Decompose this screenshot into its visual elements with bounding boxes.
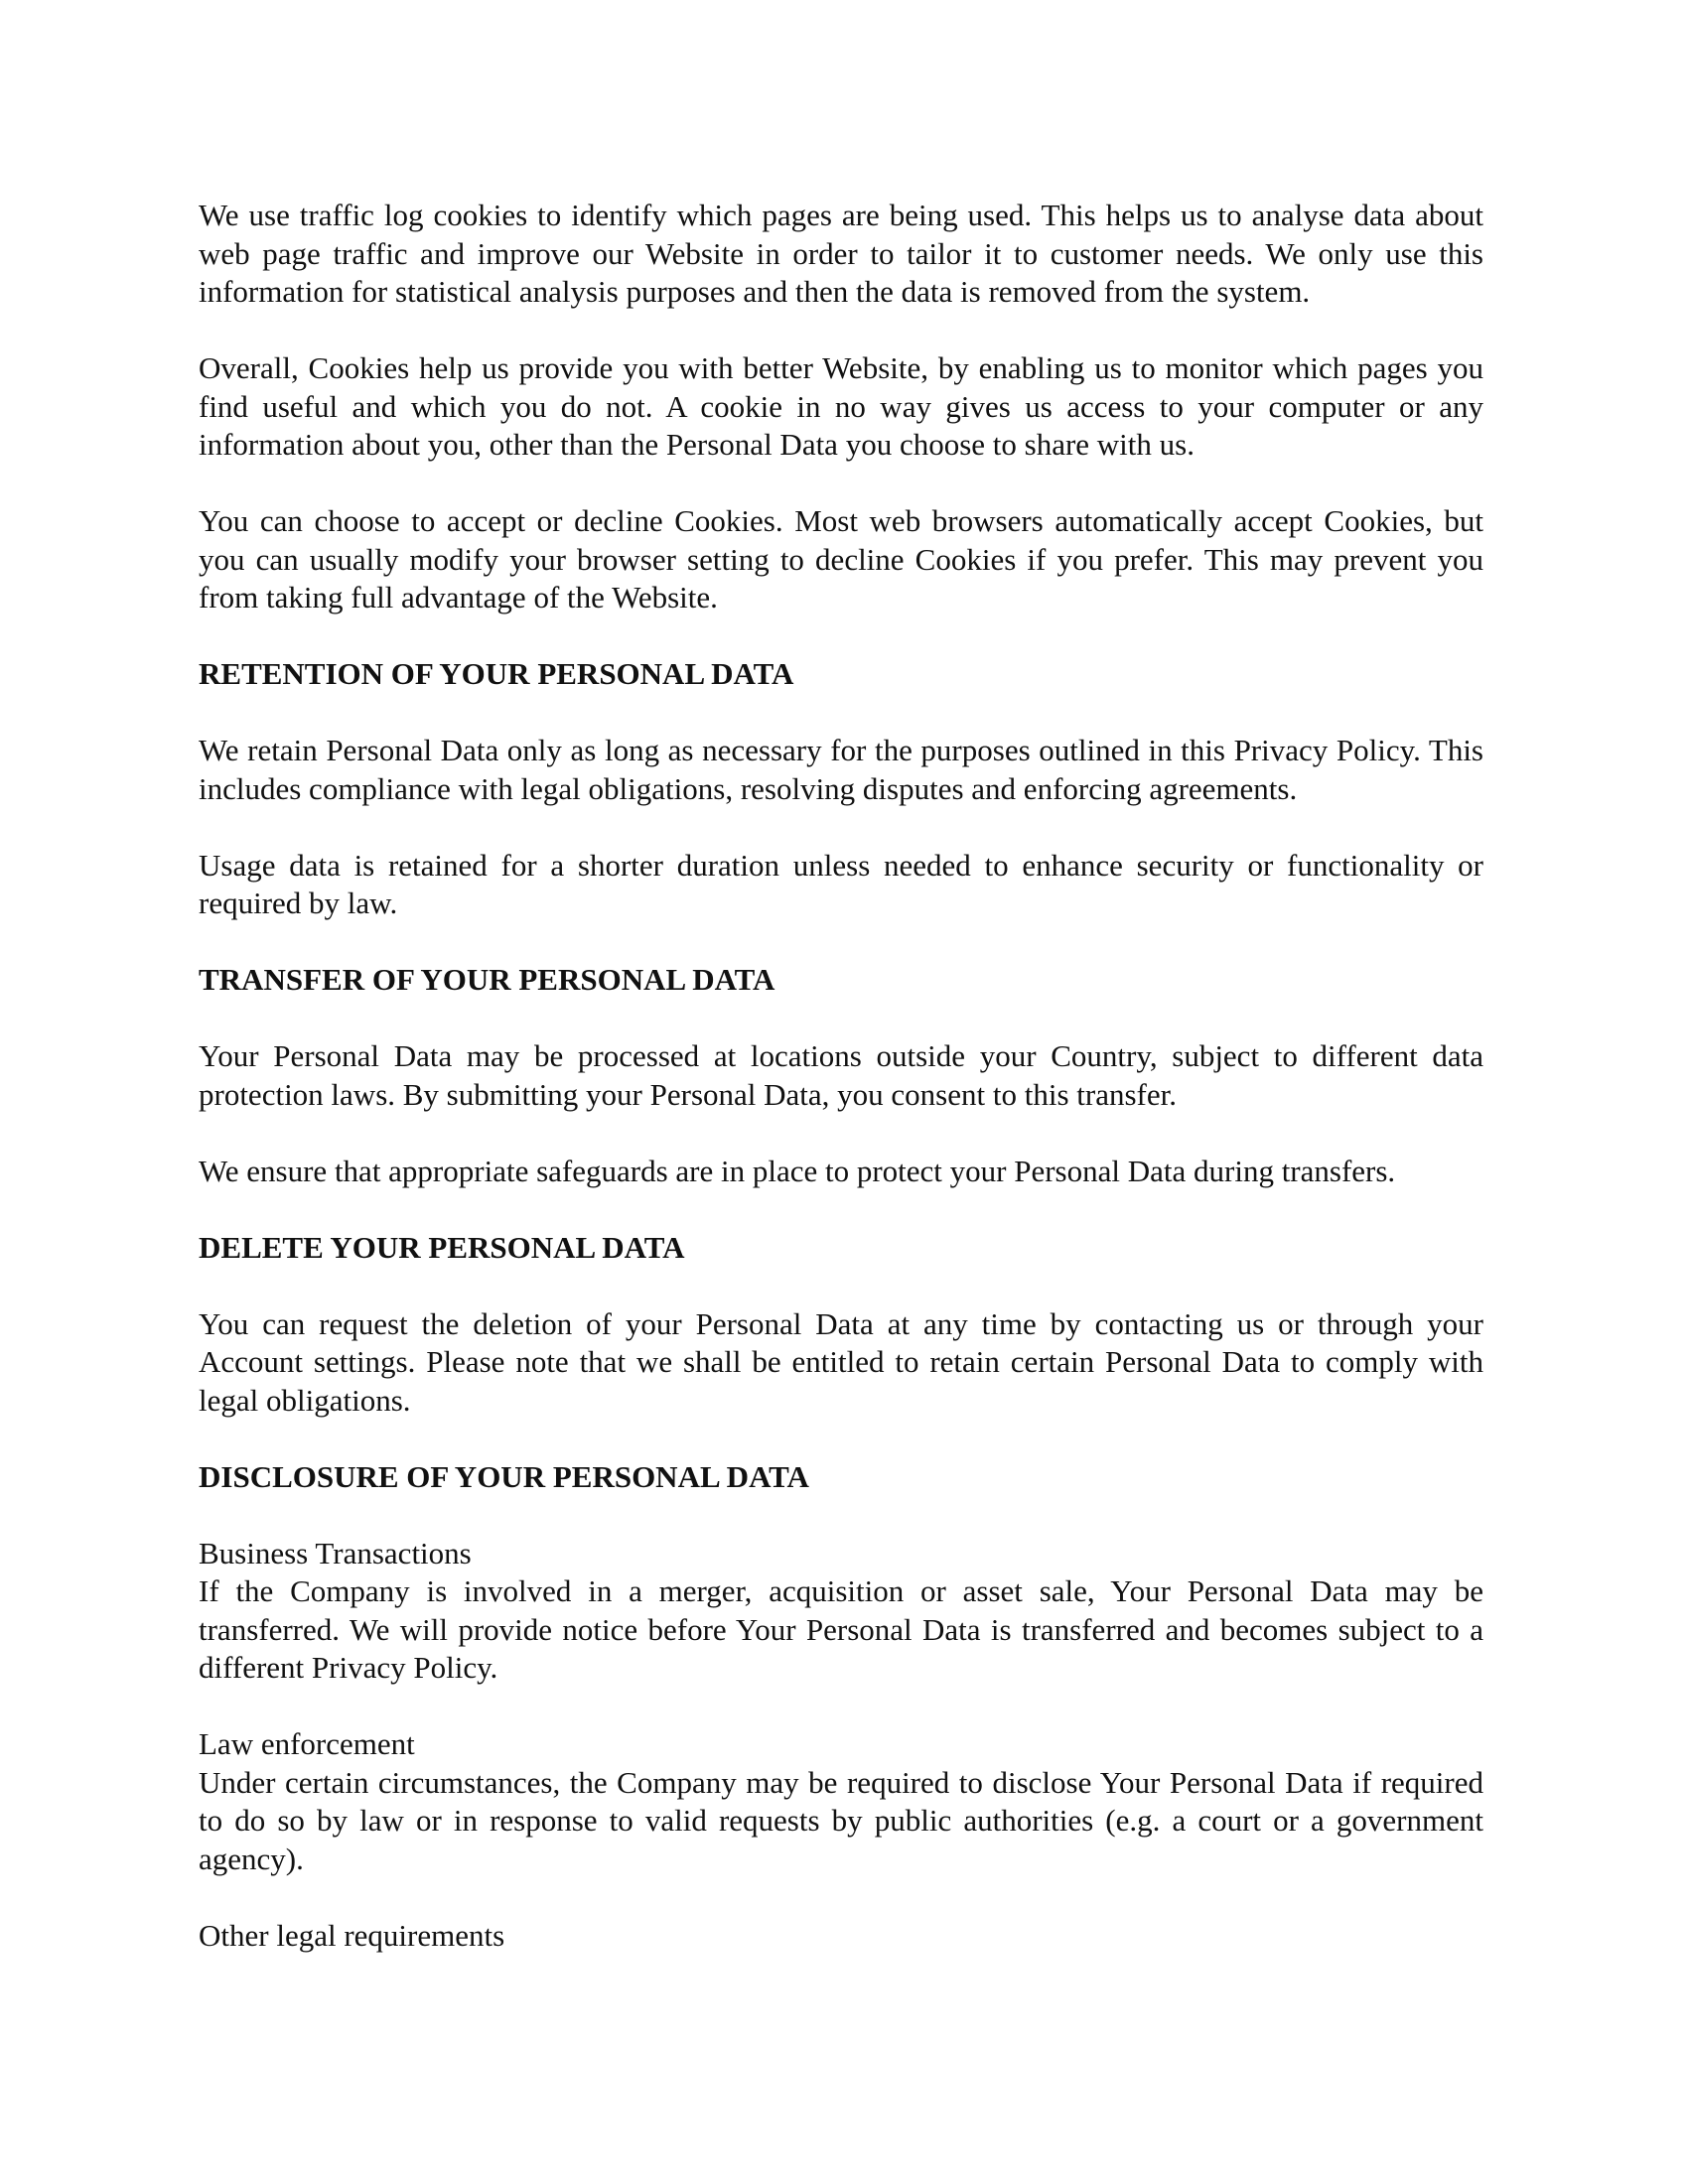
paragraph-usage-data-retention: Usage data is retained for a shorter duration unless needed to enhance security or functionality or required by law. [199,847,1483,920]
paragraph-traffic-log-cookies: We use traffic log cookies to identify which pages are being used. This helps us to analyse data about web page traffic and improve our Website in order to tailor it to customer needs. We only use this information for statistical analysis purposes and then the data is removed from the system. [199,198,1483,309]
document-page [199,197,1483,1993]
subsection-business-transactions [199,1535,1483,1688]
paragraph-delete-request: You can request the deletion of your Personal Data at any time by contacting us or through your Account settings. Please note that we shall be entitled to retain certain Personal Data to comply with legal obligations. [199,1305,1483,1418]
paragraph-transfer-locations: Your Personal Data may be processed at locations outside your Country, subject to different data protection laws. By submitting your Personal Data, you consent to this transfer. [199,1038,1483,1112]
subsection-law-enforcement [199,1725,1483,1878]
heading-transfer: TRANSFER OF YOUR PERSONAL DATA [199,962,775,997]
subsection-other-legal-requirements [199,1917,1483,1956]
heading-retention: RETENTION OF YOUR PERSONAL DATA [199,656,794,691]
subsection-body: Under certain circumstances, the Company may be required to disclose Your Personal Data if required to do so by law or in response to valid requests by public authorities (e.g. a court or a government agency). [199,1764,1483,1876]
subsection-title: Business Transactions [199,1535,472,1570]
heading-delete: DELETE YOUR PERSONAL DATA [199,1229,685,1265]
paragraph-accept-decline-cookies: You can choose to accept or decline Cookies. Most web browsers automatically accept Cookies, but you can usually modify your browser setting to decline Cookies if you prefer. This may prevent you from taking full advantage of the Website. [199,503,1483,614]
heading-disclosure: DISCLOSURE OF YOUR PERSONAL DATA [199,1458,809,1494]
paragraph-cookies-overall: Overall, Cookies help us provide you with better Website, by enabling us to monitor which pages you find useful and which you do not. A cookie in no way gives us access to your computer or any information about you, other than the Personal Data you choose to share with us. [199,350,1483,462]
subsection-title: Law enforcement [199,1726,415,1761]
subsection-title: Other legal requirements [199,1917,505,1953]
subsection-body: If the Company is involved in a merger, acquisition or asset sale, Your Personal Data may be transferred. We will provide notice before Your Personal Data is transferred and becomes subject to a different Privacy Policy. [199,1573,1483,1685]
paragraph-transfer-safeguards: We ensure that appropriate safeguards are in place to protect your Personal Data during transfers. [199,1153,1396,1188]
paragraph-retention-purposes: We retain Personal Data only as long as necessary for the purposes outlined in this Privacy Policy. This includes compliance with legal obligations, resolving disputes and enforcing agreements. [199,733,1483,806]
